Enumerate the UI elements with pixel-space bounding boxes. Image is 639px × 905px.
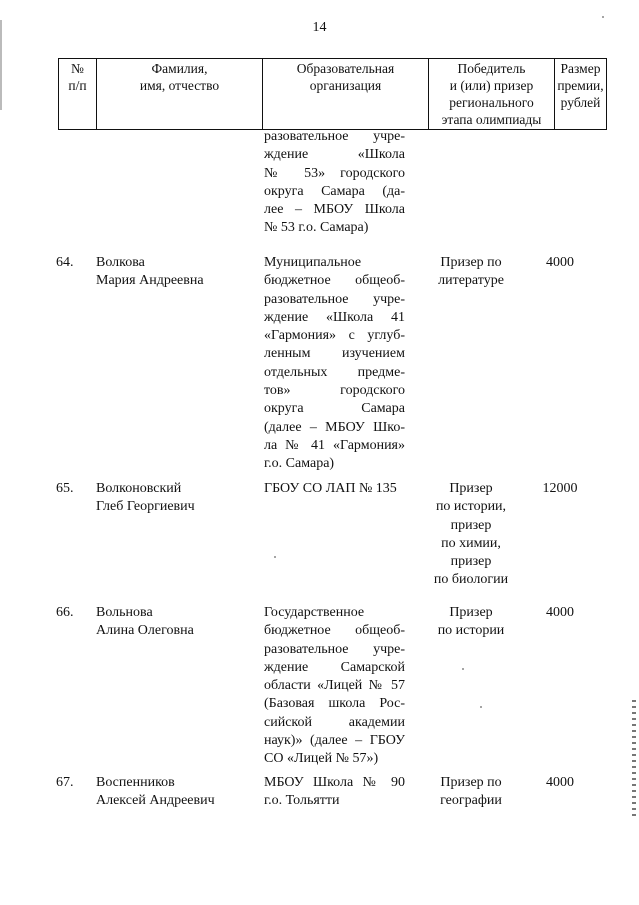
- prize-amount: 12000: [542, 481, 578, 496]
- header-award: Победитель и (или) призер регионального этапа олимпиады: [429, 59, 555, 130]
- row-number: 66.: [56, 605, 74, 620]
- organization: ГБОУ СО ЛАП № 135: [264, 481, 397, 496]
- prize-amount: 4000: [546, 255, 574, 270]
- prize-amount: 4000: [546, 775, 574, 790]
- student-name: Волконовский Глеб Георгиевич: [96, 481, 195, 515]
- scan-speck: [274, 556, 276, 558]
- row-number: 67.: [56, 775, 74, 790]
- header-num: № п/п: [59, 59, 97, 130]
- page-number: 14: [312, 20, 327, 35]
- student-name: Волкова Мария Андреевна: [96, 255, 204, 289]
- organization: Государственное бюджетное общеоб- разовательное учре- ждение Самарской области «Лицей № 57 (Базовая школа Рос- сийской академии наук)» (далее – ГБОУ СО «Лицей № 57»): [264, 605, 405, 767]
- student-name: Вольнова Алина Олеговна: [96, 605, 194, 639]
- award-status: Призер по географии: [440, 775, 502, 809]
- award-status: Призер по истории: [437, 605, 505, 639]
- award-status: Призер по истории, призер по химии, призер по биологии: [433, 481, 509, 588]
- header-prize: Размер премии, рублей: [555, 59, 607, 130]
- prize-amount: 4000: [546, 605, 574, 620]
- row-number: 65.: [56, 481, 74, 496]
- scan-margin-marks: [632, 700, 636, 820]
- header-org: Образовательная организация: [263, 59, 429, 130]
- table-header: [58, 58, 607, 130]
- organization: МБОУ Школа № 90 г.о. Тольятти: [264, 775, 405, 809]
- scan-speck: [602, 16, 604, 18]
- organization: Муниципальное бюджетное общеоб- разовательное учре- ждение «Школа 41 «Гармония» с углуб- ленным изучением отдельных предме- тов» городского округа Самара (далее – МБОУ Шко- ла № 41 «Гармония» г.о. Самара): [264, 255, 405, 472]
- student-name: Воспенников Алексей Андреевич: [96, 775, 215, 809]
- organization: разовательное учре- ждение «Школа № 53» городского округа Самара (да- лее – МБОУ Школа № 53 г.о. Самара): [264, 129, 405, 236]
- scan-speck: [480, 706, 482, 708]
- row-number: 64.: [56, 255, 74, 270]
- scan-speck: [462, 668, 464, 670]
- header-name: Фамилия, имя, отчество: [97, 59, 263, 130]
- award-status: Призер по литературе: [438, 255, 504, 289]
